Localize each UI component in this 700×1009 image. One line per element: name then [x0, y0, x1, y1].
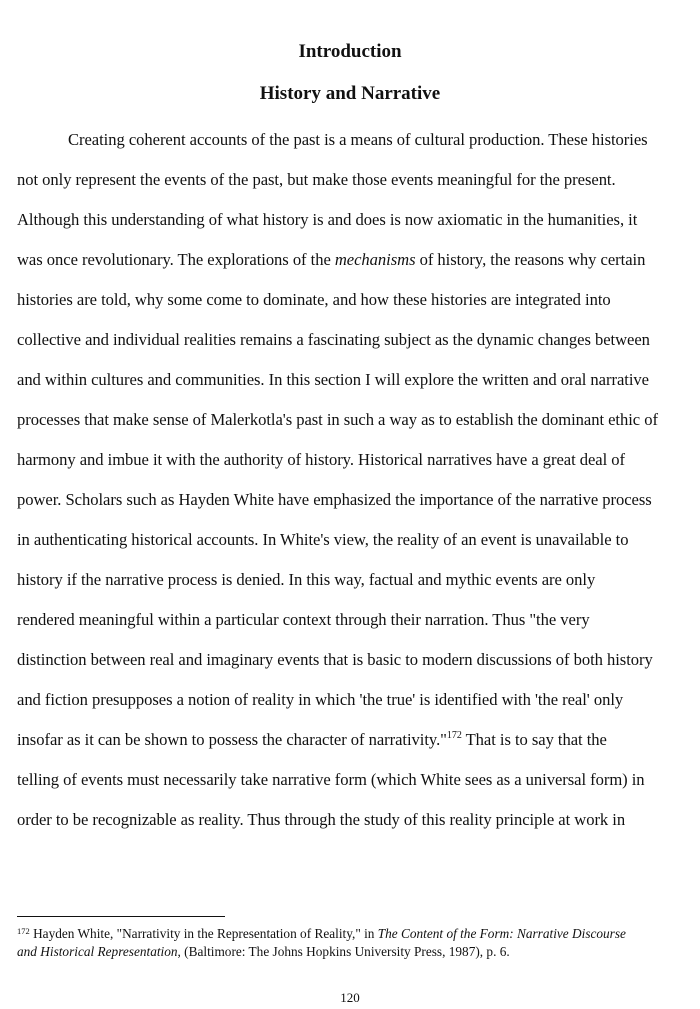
footnote-number: 172	[17, 926, 30, 936]
chapter-heading: Introduction	[298, 41, 402, 62]
body-line: order to be recognizable as reality. Thus through the study of this reality principle at work in	[17, 810, 626, 829]
body-line: distinction between real and imaginary events that is basic to modern discussions of both history	[17, 650, 653, 669]
body-text: of history, the reasons why certain	[415, 250, 646, 269]
body-text: insofar as it can be shown to possess the character of narrativity."	[17, 730, 447, 749]
body-line: histories are told, why some come to dominate, and how these histories are integrated into	[17, 290, 611, 309]
body-line: and within cultures and communities. In this section I will explore the written and oral narrative	[17, 370, 649, 389]
body-line: collective and individual realities remains a fascinating subject as the dynamic changes between	[17, 330, 650, 349]
footnote-line	[17, 925, 693, 943]
body-line: history if the narrative process is denied. In this way, factual and mythic events are only	[17, 570, 596, 589]
body-line: Although this understanding of what history is and does is now axiomatic in the humanities, it	[17, 210, 638, 229]
body-line: telling of events must necessarily take narrative form (which White sees as a universal form) in	[17, 770, 645, 789]
body-line	[17, 727, 693, 767]
body-line: in authenticating historical accounts. In White's view, the reality of an event is unavailable to	[17, 530, 629, 549]
body-line: rendered meaningful within a particular context through their narration. Thus "the very	[17, 610, 590, 629]
section-heading: History and Narrative	[259, 83, 441, 104]
emphasized-text: mechanisms	[334, 250, 416, 269]
body-line: power. Scholars such as Hayden White have emphasized the importance of the narrative process	[17, 490, 652, 509]
body-text: was once revolutionary. The explorations of the	[17, 250, 335, 269]
body-line: processes that make sense of Malerkotla's past in such a way as to establish the dominant ethic of	[17, 410, 658, 429]
body-line: not only represent the events of the past, but make those events meaningful for the present.	[17, 170, 616, 189]
body-line: and fiction presupposes a notion of reality in which 'the true' is identified with 'the real' only	[17, 690, 624, 709]
page-number: 120	[340, 990, 360, 1005]
body-line	[17, 247, 693, 287]
footnote-separator	[17, 916, 225, 917]
body-text: That is to say that the	[461, 730, 607, 749]
footnote-book-title: The Content of the Form: Narrative Discourse	[377, 926, 626, 941]
footnote-text: Hayden White, "Narrativity in the Representation of Reality," in	[29, 926, 378, 941]
footnote-reference[interactable]: 172	[446, 730, 462, 741]
footnote-line	[17, 943, 693, 961]
footnote-text: , (Baltimore: The Johns Hopkins University Press, 1987), p. 6.	[177, 944, 510, 959]
footnote-book-title: and Historical Representation	[17, 944, 178, 959]
body-line: harmony and imbue it with the authority of history. Historical narratives have a great deal of	[17, 450, 626, 469]
footnote	[17, 925, 693, 961]
body-paragraph	[17, 127, 693, 847]
body-line: Creating coherent accounts of the past is a means of cultural production. These histories	[68, 130, 648, 149]
